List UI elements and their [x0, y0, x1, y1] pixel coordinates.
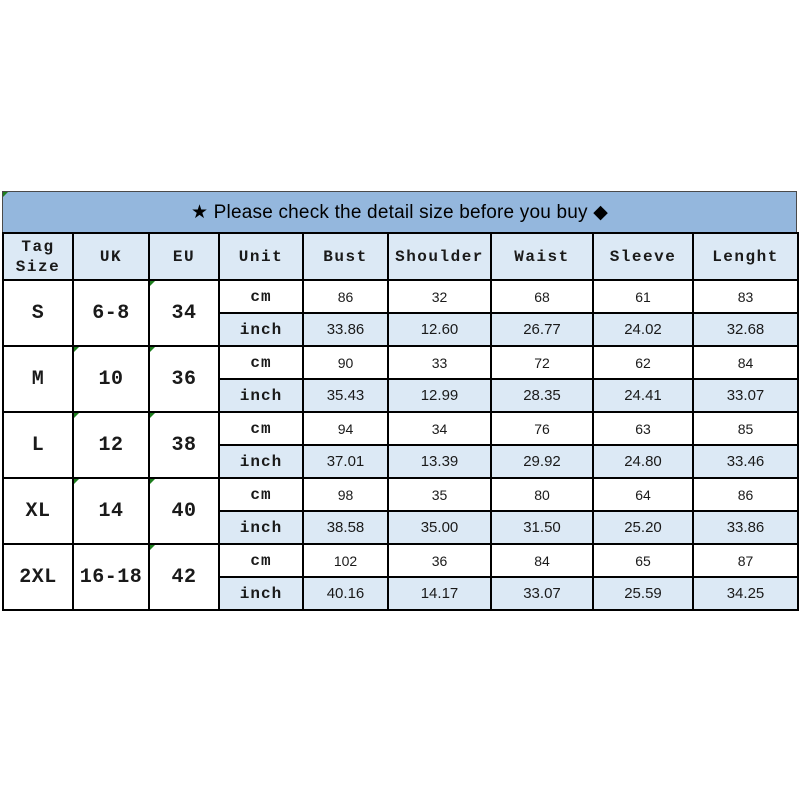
col-header-waist: Waist	[491, 233, 593, 280]
2xl-cm-lenght: 87	[693, 544, 798, 577]
l-inch-waist: 29.92	[491, 445, 593, 478]
s-cm-lenght: 83	[693, 280, 798, 313]
2xl-inch-bust: 40.16	[303, 577, 388, 610]
excel-error-flag-icon	[74, 479, 79, 484]
unit-inch: inch	[219, 313, 303, 346]
excel-error-flag-icon	[150, 347, 155, 352]
l-inch-sleeve: 24.80	[593, 445, 693, 478]
xl-cm-lenght: 86	[693, 478, 798, 511]
2xl-cm-bust: 102	[303, 544, 388, 577]
xl-inch-lenght: 33.86	[693, 511, 798, 544]
col-header-eu: EU	[149, 233, 219, 280]
l-cm-sleeve: 63	[593, 412, 693, 445]
eu-size-m: 36	[149, 346, 219, 412]
excel-error-flag-icon	[3, 192, 8, 197]
xl-cm-bust: 98	[303, 478, 388, 511]
m-cm-waist: 72	[491, 346, 593, 379]
xl-inch-shoulder: 35.00	[388, 511, 491, 544]
uk-size-xl: 14	[73, 478, 149, 544]
eu-size-xl: 40	[149, 478, 219, 544]
excel-error-flag-icon	[74, 347, 79, 352]
excel-error-flag-icon	[74, 413, 79, 418]
m-cm-shoulder: 33	[388, 346, 491, 379]
m-inch-lenght: 33.07	[693, 379, 798, 412]
l-cm-shoulder: 34	[388, 412, 491, 445]
col-header-shoulder: Shoulder	[388, 233, 491, 280]
2xl-inch-sleeve: 25.59	[593, 577, 693, 610]
xl-cm-sleeve: 64	[593, 478, 693, 511]
unit-cm: cm	[219, 478, 303, 511]
col-header-bust: Bust	[303, 233, 388, 280]
banner	[2, 191, 797, 232]
eu-size-l: 38	[149, 412, 219, 478]
l-cm-waist: 76	[491, 412, 593, 445]
2xl-inch-waist: 33.07	[491, 577, 593, 610]
size-chart	[2, 191, 797, 611]
s-inch-waist: 26.77	[491, 313, 593, 346]
s-cm-shoulder: 32	[388, 280, 491, 313]
uk-size-l: 12	[73, 412, 149, 478]
2xl-cm-waist: 84	[491, 544, 593, 577]
unit-inch: inch	[219, 445, 303, 478]
l-cm-bust: 94	[303, 412, 388, 445]
m-cm-lenght: 84	[693, 346, 798, 379]
l-inch-shoulder: 13.39	[388, 445, 491, 478]
unit-inch: inch	[219, 511, 303, 544]
unit-cm: cm	[219, 280, 303, 313]
unit-cm: cm	[219, 412, 303, 445]
2xl-cm-shoulder: 36	[388, 544, 491, 577]
excel-error-flag-icon	[150, 545, 155, 550]
uk-size-m: 10	[73, 346, 149, 412]
xl-inch-sleeve: 25.20	[593, 511, 693, 544]
xl-inch-bust: 38.58	[303, 511, 388, 544]
row-xl-cm	[3, 478, 798, 511]
excel-error-flag-icon	[150, 281, 155, 286]
excel-error-flag-icon	[150, 413, 155, 418]
unit-inch: inch	[219, 577, 303, 610]
m-inch-shoulder: 12.99	[388, 379, 491, 412]
s-cm-sleeve: 61	[593, 280, 693, 313]
col-header-lenght: Lenght	[693, 233, 798, 280]
eu-size-2xl: 42	[149, 544, 219, 610]
uk-size-2xl: 16-18	[73, 544, 149, 610]
unit-inch: inch	[219, 379, 303, 412]
m-cm-bust: 90	[303, 346, 388, 379]
unit-cm: cm	[219, 544, 303, 577]
col-header-uk: UK	[73, 233, 149, 280]
m-cm-sleeve: 62	[593, 346, 693, 379]
col-header-sleeve: Sleeve	[593, 233, 693, 280]
tag-size-xl: XL	[3, 478, 73, 544]
excel-error-flag-icon	[150, 479, 155, 484]
row-s-cm	[3, 280, 798, 313]
xl-cm-shoulder: 35	[388, 478, 491, 511]
col-header-unit: Unit	[219, 233, 303, 280]
tag-size-2xl: 2XL	[3, 544, 73, 610]
2xl-inch-shoulder: 14.17	[388, 577, 491, 610]
m-inch-sleeve: 24.41	[593, 379, 693, 412]
eu-size-s: 34	[149, 280, 219, 346]
tag-size-l: L	[3, 412, 73, 478]
col-header-tag-size: Tag Size	[3, 233, 73, 280]
2xl-inch-lenght: 34.25	[693, 577, 798, 610]
m-inch-bust: 35.43	[303, 379, 388, 412]
s-inch-bust: 33.86	[303, 313, 388, 346]
m-inch-waist: 28.35	[491, 379, 593, 412]
row-l-cm	[3, 412, 798, 445]
unit-cm: cm	[219, 346, 303, 379]
uk-size-s: 6-8	[73, 280, 149, 346]
table-header-row	[3, 233, 798, 280]
l-inch-lenght: 33.46	[693, 445, 798, 478]
tag-size-m: M	[3, 346, 73, 412]
l-cm-lenght: 85	[693, 412, 798, 445]
2xl-cm-sleeve: 65	[593, 544, 693, 577]
banner-title: ★ Please check the detail size before you buy ◆	[190, 201, 609, 223]
row-2xl-cm	[3, 544, 798, 577]
l-inch-bust: 37.01	[303, 445, 388, 478]
size-table	[2, 232, 799, 611]
s-cm-bust: 86	[303, 280, 388, 313]
xl-cm-waist: 80	[491, 478, 593, 511]
s-inch-lenght: 32.68	[693, 313, 798, 346]
s-inch-shoulder: 12.60	[388, 313, 491, 346]
tag-size-s: S	[3, 280, 73, 346]
row-m-cm	[3, 346, 798, 379]
xl-inch-waist: 31.50	[491, 511, 593, 544]
s-inch-sleeve: 24.02	[593, 313, 693, 346]
s-cm-waist: 68	[491, 280, 593, 313]
